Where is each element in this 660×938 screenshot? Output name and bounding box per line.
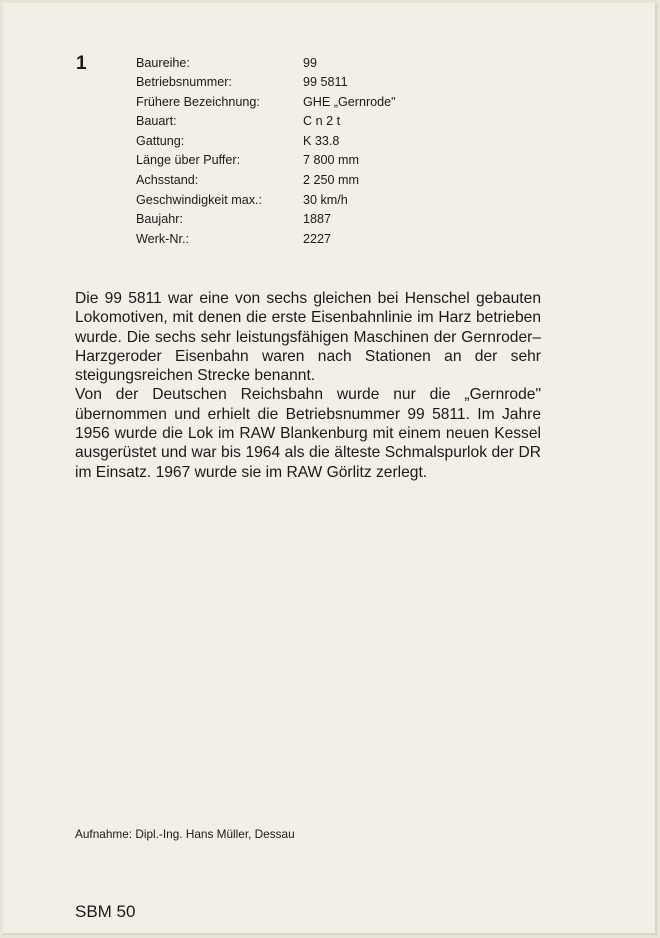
photo-credit: Aufnahme: Dipl.-Ing. Hans Müller, Dessau [75, 827, 295, 841]
spec-value: 7 800 mm [303, 153, 359, 168]
card-number: 1 [76, 53, 87, 74]
spec-label: Frühere Bezeichnung: [136, 94, 260, 109]
spec-value: 2227 [303, 231, 332, 246]
description-paragraph: Von der Deutschen Reichsbahn wurde nur die „Gernrode" übernommen und erhielt die Betriebsnummer 99 5811. Im Jahre 1956 wurde die Lok im RAW Blankenburg mit einem neuen Kessel ausgerüstet und war bis 1964 als die älteste Schmalspurlok der DR im Einsatz. 1967 wurde sie im RAW Görlitz zerlegt. [75, 386, 541, 481]
postcard-back [3, 3, 657, 935]
spec-row-betriebsnummer [136, 73, 466, 93]
series-code: SBM 50 [75, 902, 136, 921]
spec-value: 2 250 mm [303, 173, 359, 188]
spec-row-laenge [136, 151, 466, 171]
spec-row-bauart [136, 112, 466, 132]
spec-row-gattung [136, 131, 466, 151]
spec-label: Achsstand: [136, 173, 199, 188]
spec-row-baureihe [136, 53, 466, 73]
description-text [75, 289, 541, 482]
spec-value: GHE „Gernrode" [303, 94, 396, 109]
spec-table [136, 53, 466, 249]
spec-label: Geschwindigkeit max.: [136, 192, 262, 207]
description-paragraph: Die 99 5811 war eine von sechs gleichen bei Henschel gebauten Lokomotiven, mit denen die erste Eisenbahnlinie im Harz betrieben wurde. Die sechs sehr leistungsfähigen Maschinen der Gernroder–Harzgeroder Eisenbahn waren nach Stationen an der sehr steigungsreichen Strecke benannt. [75, 290, 541, 385]
spec-value: C n 2 t [303, 114, 341, 129]
spec-row-fruehere-bezeichnung [136, 92, 466, 112]
spec-value: 99 [303, 55, 318, 70]
spec-value: K 33.8 [303, 133, 340, 148]
spec-value: 1887 [303, 212, 332, 227]
spec-row-achsstand [136, 171, 466, 191]
spec-value: 99 5811 [303, 75, 348, 90]
spec-label: Baureihe: [136, 55, 190, 70]
spec-label: Werk-Nr.: [136, 231, 189, 246]
spec-label: Bauart: [136, 114, 177, 129]
spec-row-baujahr [136, 210, 466, 230]
spec-row-geschwindigkeit [136, 190, 466, 210]
spec-label: Gattung: [136, 133, 185, 148]
spec-label: Länge über Puffer: [136, 153, 241, 168]
spec-label: Baujahr: [136, 212, 183, 227]
spec-label: Betriebsnummer: [136, 75, 232, 90]
spec-row-werk-nr [136, 229, 466, 249]
spec-value: 30 km/h [303, 192, 348, 207]
